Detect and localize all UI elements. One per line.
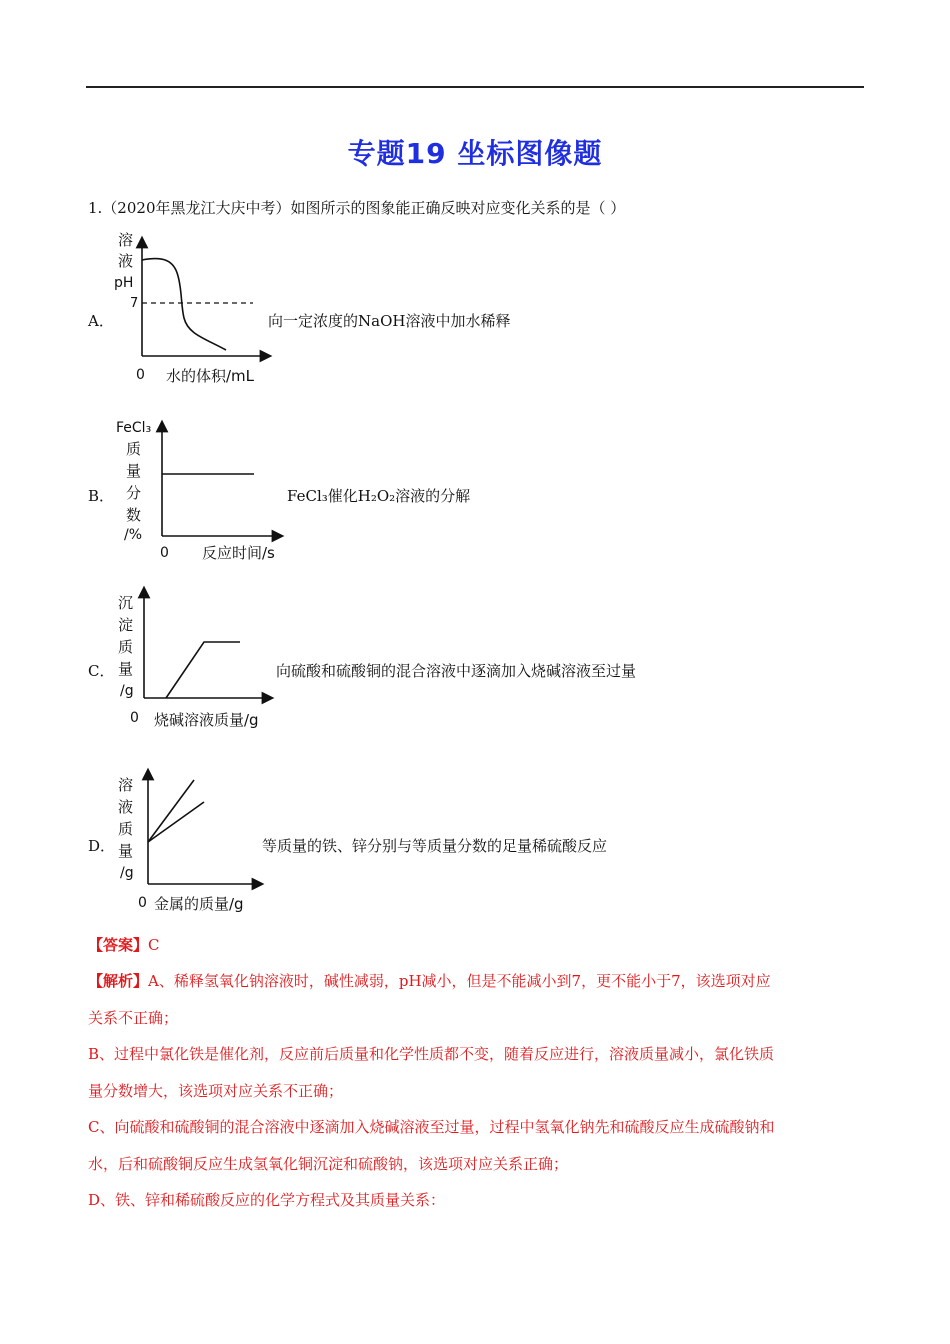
graph-c-ylabel-5: /g xyxy=(120,683,134,699)
graph-c-ylabel-4: 量 xyxy=(118,660,134,678)
graph-b-ylabel-6: /% xyxy=(124,527,143,543)
answer-label: 【答案】 xyxy=(88,936,149,954)
graph-d-ylabel-2: 液 xyxy=(118,798,134,816)
graph-b-ylabel-1: FeCl₃ xyxy=(116,420,152,436)
graph-d-ylabel-3: 质 xyxy=(118,820,134,838)
graph-d-ylabel-4: 量 xyxy=(118,842,134,860)
analysis-line-7: D、铁、锌和稀硫酸反应的化学方程式及其质量关系： xyxy=(88,1191,446,1209)
graph-d-ylabel-1: 溶 xyxy=(118,776,134,794)
graph-c-xlabel: 烧碱溶液质量/g xyxy=(154,711,259,729)
graph-a xyxy=(108,226,273,386)
option-b-text: FeCl₃催化H₂O₂溶液的分解 xyxy=(287,487,471,505)
answer-value: C xyxy=(148,936,160,954)
option-b-letter: B． xyxy=(88,487,115,505)
graph-b-ylabel-5: 数 xyxy=(126,506,142,524)
page-title: 专题19 坐标图像题 xyxy=(347,137,603,170)
graph-d-origin: 0 xyxy=(138,895,147,911)
graph-b-ylabel-2: 质 xyxy=(126,440,142,458)
graph-c-ylabel-3: 质 xyxy=(118,638,134,656)
graph-d-line-steep xyxy=(148,780,194,842)
analysis-line-1 xyxy=(88,970,858,991)
graph-d-ylabel-5: /g xyxy=(120,865,134,881)
question-stem: 1.（2020年黑龙江大庆中考）如图所示的图象能正确反映对应变化关系的是（ ） xyxy=(88,199,626,217)
option-d-text: 等质量的铁、锌分别与等质量分数的足量稀硫酸反应 xyxy=(262,837,608,855)
graph-d-line-shallow xyxy=(148,802,204,842)
graph-a-tick-7: 7 xyxy=(130,296,139,311)
graph-d xyxy=(108,764,283,919)
graph-c-line xyxy=(166,642,240,698)
graph-a-ylabel-2: 液 xyxy=(118,252,134,270)
graph-c-origin: 0 xyxy=(130,710,139,726)
analysis-text-1: A、稀释氢氧化钠溶液时，碱性减弱，pH减小，但是不能减小到7，更不能小于7，该选项对应 xyxy=(148,972,771,990)
answer-line xyxy=(88,934,858,955)
graph-a-curve xyxy=(142,259,226,350)
analysis-line-2: 关系不正确； xyxy=(88,1009,179,1027)
option-c-letter: C． xyxy=(88,662,115,680)
graph-c-ylabel-1: 沉 xyxy=(118,594,134,612)
graph-a-ylabel-3: pH xyxy=(114,275,134,291)
graph-b-ylabel-4: 分 xyxy=(126,484,142,502)
option-d-letter: D． xyxy=(88,837,116,855)
analysis-line-3: B、过程中氯化铁是催化剂，反应前后质量和化学性质都不变，随着反应进行，溶液质量减小，氯化铁质 xyxy=(88,1045,775,1063)
graph-a-xlabel: 水的体积/mL xyxy=(166,367,255,385)
option-c-text: 向硫酸和硫酸铜的混合溶液中逐滴加入烧碱溶液至过量 xyxy=(276,662,637,680)
graph-b-ylabel-3: 量 xyxy=(126,462,142,480)
graph-c-ylabel-2: 淀 xyxy=(118,616,134,634)
header-rule xyxy=(86,86,864,88)
graph-c xyxy=(108,584,288,736)
analysis-line-4: 量分数增大，该选项对应关系不正确； xyxy=(88,1082,344,1100)
option-a-text: 向一定浓度的NaOH溶液中加水稀释 xyxy=(268,312,511,330)
option-a-letter: A． xyxy=(88,312,114,330)
graph-a-origin: 0 xyxy=(136,367,145,383)
graph-d-xlabel: 金属的质量/g xyxy=(154,895,244,913)
graph-b-xlabel: 反应时间/s xyxy=(202,544,275,562)
graph-a-ylabel-1: 溶 xyxy=(118,231,134,249)
analysis-line-6: 水，后和硫酸铜反应生成氢氧化铜沉淀和硫酸钠，该选项对应关系正确； xyxy=(88,1155,569,1173)
analysis-label: 【解析】 xyxy=(88,972,149,990)
graph-b-origin: 0 xyxy=(160,545,169,561)
graph-b xyxy=(108,416,293,566)
analysis-line-5: C、向硫酸和硫酸铜的混合溶液中逐滴加入烧碱溶液至过量，过程中氢氧化钠先和硫酸反应生成硫酸钠和 xyxy=(88,1118,775,1136)
